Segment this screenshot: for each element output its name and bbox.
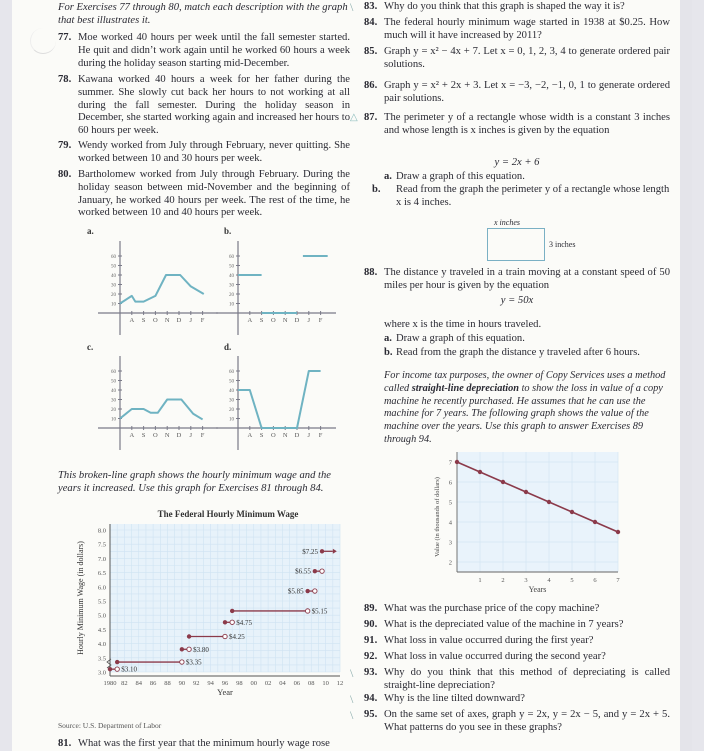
svg-text:10: 10 xyxy=(111,417,116,423)
graph-c xyxy=(87,342,218,450)
svg-text:3: 3 xyxy=(524,577,528,584)
exercise-text: Why do you think that this graph is shaped the way it is? xyxy=(384,1,625,12)
svg-text:04: 04 xyxy=(279,680,286,687)
svg-text:96: 96 xyxy=(221,680,229,687)
exercise-number: 89. xyxy=(364,603,378,614)
svg-text:$5.15: $5.15 xyxy=(311,607,328,616)
svg-text:40: 40 xyxy=(229,274,234,279)
exercise-text: The distance y traveled in a train moving at a constant speed of 50 miles per hour is given by the equation xyxy=(384,267,670,291)
svg-text:02: 02 xyxy=(264,680,272,687)
svg-text:60: 60 xyxy=(111,255,116,260)
svg-text:12: 12 xyxy=(336,680,344,687)
svg-text:7: 7 xyxy=(448,459,452,467)
exercise-90 xyxy=(364,619,670,632)
intro-text: to show the loss in value of a copy machine he recently purchased. He assumes that he can use the machine for 7 years. The following graph shows the value of the machine over the years. Use this graph to answer Exercises 89 through 94. xyxy=(384,382,663,445)
svg-text:30: 30 xyxy=(229,283,234,289)
textbook-page xyxy=(12,0,692,751)
exercise-number: 90. xyxy=(364,619,378,630)
exercise-text: What loss in value occurred during the first year? xyxy=(384,635,594,646)
depreciation-chart xyxy=(430,440,670,600)
data-point xyxy=(524,490,528,494)
data-point xyxy=(547,500,551,504)
chart-source: Source: U.S. Department of Labor xyxy=(58,721,162,730)
data-point xyxy=(478,470,482,474)
svg-text:J: J xyxy=(307,432,311,439)
intro-89-94 xyxy=(384,370,670,447)
exercise-number: 93. xyxy=(364,667,378,678)
exercise-text: Graph y = x² − 4x + 7. Let x = 0, 1, 2, 3, 4 to generate ordered pair solutions. xyxy=(384,46,670,70)
svg-text:1: 1 xyxy=(478,577,482,584)
svg-text:98: 98 xyxy=(236,680,243,687)
exercise-89 xyxy=(364,603,670,616)
svg-text:10: 10 xyxy=(322,680,329,687)
svg-text:3: 3 xyxy=(448,539,452,547)
exercise-number: 87. xyxy=(364,112,378,123)
svg-text:92: 92 xyxy=(193,680,200,687)
svg-text:40: 40 xyxy=(111,389,116,394)
svg-text:A: A xyxy=(247,317,253,324)
exercise-93 xyxy=(364,667,670,693)
svg-text:F: F xyxy=(200,317,205,324)
exercise-87b xyxy=(372,184,670,210)
data-point xyxy=(570,510,574,514)
x-axis-label: Year xyxy=(217,687,233,697)
check-mark-icon: \ xyxy=(350,0,354,14)
svg-text:6: 6 xyxy=(448,479,452,487)
exercise-88b xyxy=(384,347,670,360)
svg-text:N: N xyxy=(164,432,170,439)
svg-text:J: J xyxy=(189,317,193,324)
exercise-81 xyxy=(58,738,350,751)
intro-77-80: For Exercises 77 through 80, match each description with the graph that best illustrates it. xyxy=(58,2,348,26)
svg-text:10: 10 xyxy=(229,417,234,423)
graph-label: d. xyxy=(224,342,232,352)
svg-text:A: A xyxy=(129,432,135,439)
exercise-text: The federal hourly minimum wage started in 1938 at $0.25. How much will it have increased by 2011? xyxy=(384,17,670,41)
chart-title: The Federal Hourly Minimum Wage xyxy=(157,509,299,519)
svg-text:$3.10: $3.10 xyxy=(121,665,137,674)
data-curve xyxy=(238,371,321,428)
svg-text:O: O xyxy=(271,432,276,439)
svg-text:40: 40 xyxy=(111,274,116,279)
svg-text:30: 30 xyxy=(111,398,116,404)
exercise-text: The perimeter y of a rectangle whose width is a constant 3 inches and whose length is x inches is given by the equation xyxy=(384,112,670,136)
exercise-number: 77. xyxy=(58,32,72,43)
exercise-number: 85. xyxy=(364,46,378,57)
svg-text:10: 10 xyxy=(111,302,116,308)
exercise-87 xyxy=(364,112,670,138)
svg-text:20: 20 xyxy=(111,408,116,413)
exercise-text: Graph y = x² + 2x + 3. Let x = −3, −2, −1, 0, 1 to generate ordered pair solutions. xyxy=(384,80,670,104)
exercise-text: Bartholomew worked from July through February. During the holiday season between mid-November and the beginning of January, he worked 40 hours per week. The rest of the time, he worked between 10 and 40 hours per week. xyxy=(78,169,350,219)
sub-label: a. xyxy=(384,333,392,344)
exercise-text: Moe worked 40 hours per week until the fall semester started. He quit and didn’t work again until he worked 60 hours a week during the holiday season starting mid-December. xyxy=(78,32,350,69)
y-axis-label: Hourly Minimum Wage (in dollars) xyxy=(76,541,85,655)
page-edge xyxy=(680,0,692,751)
exercise-text: What was the purchase price of the copy machine? xyxy=(384,603,600,614)
svg-text:6.5: 6.5 xyxy=(97,570,106,578)
svg-text:40: 40 xyxy=(229,389,234,394)
sub-text: Read from the graph the perimeter y of a rectangle whose length x is 4 inches. xyxy=(396,184,670,208)
svg-text:S: S xyxy=(259,317,264,324)
exercise-number: 95. xyxy=(364,709,378,720)
svg-text:5: 5 xyxy=(448,499,452,507)
svg-text:A: A xyxy=(129,317,135,324)
data-curve xyxy=(120,400,203,420)
check-mark-icon: \ xyxy=(350,666,354,680)
svg-text:S: S xyxy=(141,317,146,324)
sub-text: Read from the graph the distance y traveled after 6 hours. xyxy=(396,347,640,358)
sub-label: b. xyxy=(372,184,381,195)
svg-text:D: D xyxy=(176,317,182,324)
svg-text:J: J xyxy=(189,432,193,439)
graph-label: a. xyxy=(87,226,94,236)
rect-height-label: 3 inches xyxy=(549,240,576,249)
svg-text:6.0: 6.0 xyxy=(97,584,106,592)
svg-text:94: 94 xyxy=(207,680,214,687)
exercise-84 xyxy=(364,17,670,43)
graph-b xyxy=(216,226,336,335)
exercise-95 xyxy=(364,709,670,735)
exercise-text: Kawana worked 40 hours a week for her father during the summer. She slowly cut back her hours to not working at all during the fall semester. During the holiday season in December, she started working again and increased her hours to 60 hours per week. xyxy=(78,74,350,137)
exercise-number: 79. xyxy=(58,140,72,151)
svg-text:1980: 1980 xyxy=(103,680,117,687)
svg-text:D: D xyxy=(294,432,300,439)
sub-text: Draw a graph of this equation. xyxy=(396,171,525,182)
svg-text:S: S xyxy=(259,432,264,439)
check-mark-icon: \ xyxy=(350,708,354,722)
exercise-number: 92. xyxy=(364,651,378,662)
svg-text:N: N xyxy=(282,317,288,324)
svg-text:20: 20 xyxy=(229,408,234,413)
exercise-number: 91. xyxy=(364,635,378,646)
exercise-text: On the same set of axes, graph y = 2x, y = 2x − 5, and y = 2x + 5. What patterns do you see in these graphs? xyxy=(384,709,670,733)
svg-text:50: 50 xyxy=(229,264,234,270)
intro-text: For income tax purposes, the owner of Copy Services uses a method called xyxy=(384,370,666,394)
exercise-85 xyxy=(364,46,670,72)
svg-text:3.5: 3.5 xyxy=(97,655,106,663)
svg-text:20: 20 xyxy=(111,293,116,298)
sub-text: Draw a graph of this equation. xyxy=(396,333,525,344)
rect-width-label: x inches xyxy=(494,218,520,227)
equation-88: y = 50x xyxy=(500,295,534,306)
data-point xyxy=(593,520,597,524)
graph-a xyxy=(87,226,218,335)
svg-text:5.0: 5.0 xyxy=(97,612,106,620)
svg-text:06: 06 xyxy=(293,680,301,687)
equation-87: y = 2x + 6 xyxy=(494,157,540,168)
exercise-88-where: where x is the time in hours traveled. xyxy=(384,319,542,330)
exercise-text: Why is the line tilted downward? xyxy=(384,693,525,704)
svg-text:F: F xyxy=(318,432,323,439)
svg-text:O: O xyxy=(271,317,276,324)
data-point xyxy=(616,530,620,534)
svg-text:$7.25: $7.25 xyxy=(302,547,319,556)
exercise-86 xyxy=(364,80,670,106)
svg-text:50: 50 xyxy=(111,264,116,270)
svg-text:F: F xyxy=(200,432,205,439)
exercise-number: 84. xyxy=(364,17,378,28)
svg-text:08: 08 xyxy=(308,680,315,687)
exercise-text: What is the depreciated value of the machine in 7 years? xyxy=(384,619,624,630)
exercise-88a xyxy=(384,333,670,346)
exercise-number: 86. xyxy=(364,80,378,91)
triangle-icon: △ xyxy=(350,112,358,123)
svg-text:60: 60 xyxy=(229,255,234,260)
svg-text:$6.55: $6.55 xyxy=(295,567,311,576)
intro-81-84: This broken-line graph shows the hourly minimum wage and the years it increased. Use this graph for Exercises 81 through 84. xyxy=(58,470,331,494)
graph-label: b. xyxy=(224,226,232,236)
svg-text:84: 84 xyxy=(135,680,142,687)
svg-text:F: F xyxy=(318,317,323,324)
minimum-wage-chart xyxy=(50,500,350,715)
exercise-91 xyxy=(364,635,670,648)
svg-text:$4.25: $4.25 xyxy=(229,633,245,641)
svg-text:4: 4 xyxy=(547,577,551,584)
intro-bold-term: straight-line depreciation xyxy=(411,382,519,394)
svg-text:S: S xyxy=(141,432,146,439)
sub-label: a. xyxy=(384,171,392,182)
svg-text:D: D xyxy=(176,432,182,439)
svg-text:86: 86 xyxy=(149,680,157,687)
exercise-number: 81. xyxy=(58,738,72,749)
svg-text:7.5: 7.5 xyxy=(97,541,106,549)
exercise-94 xyxy=(364,693,670,706)
svg-text:J: J xyxy=(307,317,311,324)
exercise-text: What was the first year that the minimum hourly wage rose xyxy=(78,738,330,749)
check-mark-icon: \ xyxy=(350,692,354,706)
exercise-number: 83. xyxy=(364,1,378,12)
svg-text:90: 90 xyxy=(178,680,186,687)
svg-text:N: N xyxy=(164,317,170,324)
svg-text:O: O xyxy=(153,317,158,324)
svg-text:82: 82 xyxy=(121,680,128,687)
svg-text:30: 30 xyxy=(229,398,234,404)
svg-text:60: 60 xyxy=(111,370,116,375)
svg-text:3.0: 3.0 xyxy=(97,669,106,677)
rectangle-diagram xyxy=(487,228,545,261)
exercise-number: 80. xyxy=(58,169,72,180)
svg-text:D: D xyxy=(294,317,300,324)
svg-text:7.0: 7.0 xyxy=(97,555,106,563)
exercise-number: 78. xyxy=(58,74,72,85)
exercise-text: Why do you think that this method of depreciating is called straight-line depreciation? xyxy=(384,667,670,691)
svg-text:8.0: 8.0 xyxy=(97,527,106,535)
svg-text:$4.75: $4.75 xyxy=(236,618,252,627)
data-point xyxy=(455,460,459,464)
data-curve xyxy=(120,275,204,304)
exercise-text: Wendy worked from July through February, never quitting. She worked between 10 and 30 hours per week. xyxy=(78,140,350,164)
svg-text:$3.80: $3.80 xyxy=(193,645,209,654)
svg-text:2: 2 xyxy=(448,559,452,567)
svg-text:4: 4 xyxy=(448,519,452,527)
svg-text:50: 50 xyxy=(229,379,234,385)
svg-text:5.5: 5.5 xyxy=(97,598,106,606)
svg-text:50: 50 xyxy=(111,379,116,385)
y-axis-label: Value (in thousands of dollars) xyxy=(434,477,441,557)
graph-d xyxy=(216,342,336,450)
x-axis-label: Years xyxy=(528,585,547,594)
exercise-87a xyxy=(384,171,670,184)
sub-label: b. xyxy=(384,347,393,358)
svg-text:30: 30 xyxy=(111,283,116,289)
graph-label: c. xyxy=(87,342,94,352)
exercise-83 xyxy=(364,1,670,14)
exercise-number: 94. xyxy=(364,693,378,704)
data-point xyxy=(501,480,505,484)
svg-text:00: 00 xyxy=(250,680,257,687)
svg-text:$3.35: $3.35 xyxy=(185,658,202,667)
exercise-88 xyxy=(364,267,670,293)
svg-text:4.5: 4.5 xyxy=(97,626,106,634)
svg-text:N: N xyxy=(282,432,288,439)
svg-text:7: 7 xyxy=(616,577,620,584)
svg-text:6: 6 xyxy=(593,577,597,584)
exercise-text: What loss in value occurred during the second year? xyxy=(384,651,606,662)
svg-text:20: 20 xyxy=(229,293,234,298)
exercise-number: 88. xyxy=(364,267,378,278)
svg-text:$5.85: $5.85 xyxy=(287,587,304,596)
svg-text:88: 88 xyxy=(164,680,171,687)
svg-text:10: 10 xyxy=(229,302,234,308)
svg-text:2: 2 xyxy=(501,577,505,584)
svg-text:A: A xyxy=(247,432,253,439)
svg-text:O: O xyxy=(153,432,158,439)
svg-text:5: 5 xyxy=(570,577,574,584)
exercise-92 xyxy=(364,651,670,664)
svg-text:60: 60 xyxy=(229,370,234,375)
svg-text:4.0: 4.0 xyxy=(97,641,106,649)
